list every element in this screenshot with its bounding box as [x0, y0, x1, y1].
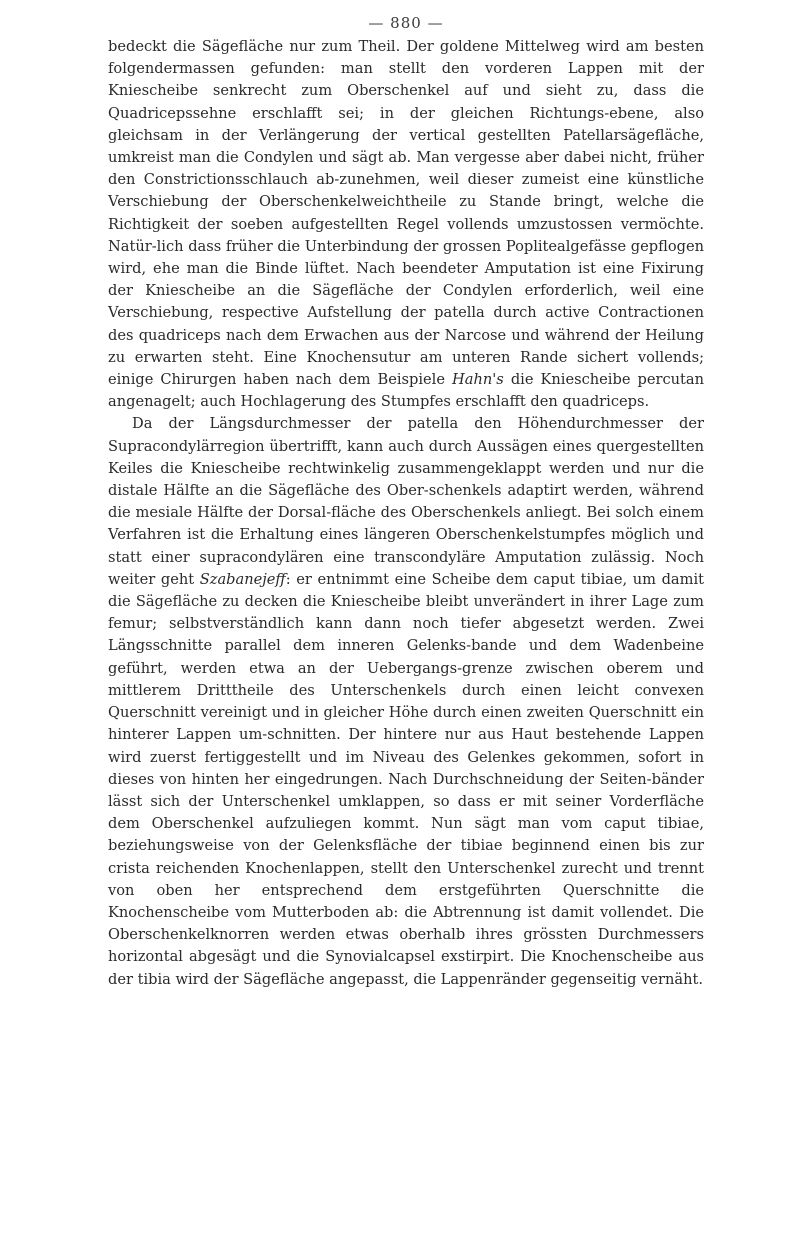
author-name-hahn: Hahn's: [452, 371, 504, 389]
paragraph-2-text-b: : er entnimmt eine Scheibe dem caput tibiae, um damit die Sägefläche zu decken die Kniescheibe bleibt unverändert in ihrer Lage zum femur; selbstverständlich kann dann noch tiefer abgesetzt werden. Zwei Längsschnitte parallel dem inneren Gelenks-bande und dem Wadenbeine geführt, werden etwa an der Uebergangs-grenze zwischen oberem und mittlerem Dritttheile des Unterschenkels durch einen leicht convexen Querschnitt vereinigt und in gleicher Höhe durch einen zweiten Querschnitt ein hinterer Lappen um-schnitten. Der hintere nur aus Haut bestehende Lappen wird zuerst fertiggestellt und im Niveau des Gelenkes gekommen, sofort in dieses von hinten her eingedrungen. Nach Durchschneidung der Seiten-bänder lässt sich der Unterschenkel umklappen, so dass er mit seiner Vorderfläche dem Oberschenkel aufzuliegen kommt. Nun sägt man vom caput tibiae, beziehungsweise von der Gelenksfläche der tibiae beginnend einen bis zur crista reichenden Knochenlappen, stellt den Unterschenkel zurecht und trennt von oben her entsprechend dem erstgeführten Querschnitte die Knochenscheibe vom Mutterboden ab: die Abtrennung ist damit vollendet. Die Oberschenkelknorren werden etwas oberhalb ihres grössten Durchmessers horizontal abgesägt und die Synovialcapsel exstirpirt. Die Knochenscheibe aus der tibia wird der Sägefläche angepasst, die Lappenränder gegenseitig vernäht.: [108, 570, 704, 988]
paragraph-1-text-a: bedeckt die Sägefläche nur zum Theil. Der goldene Mittelweg wird am besten folgendermassen gefunden: man stellt den vorderen Lappen mit der Kniescheibe senkrecht zum Oberschenkel auf und sieht zu, dass die Quadricepssehne erschlafft sei; in der gleichen Richtungs-ebene, also gleichsam in der Verlängerung der vertical gestellten Patellarsägefläche, umkreist man die Condylen und sägt ab. Man vergesse aber dabei nicht, früher den Constrictionsschlauch ab-zunehmen, weil dieser zumeist eine künstliche Verschiebung der Oberschenkelweichtheile zu Stande bringt, welche die Richtigkeit der soeben aufgestellten Regel vollends umzustossen vermöchte. Natür-lich dass früher die Unterbindung der grossen Poplitealgefässe gepflogen wird, ehe man die Binde lüftet. Nach beendeter Amputation ist eine Fixirung der Kniescheibe an die Sägefläche der Condylen erforderlich, weil eine Verschiebung, respective Aufstellung der patella durch active Contractionen des quadriceps nach dem Erwachen aus der Narcose und während der Heilung zu erwarten steht. Eine Knochensutur am unteren Rande sichert vollends; einige Chirurgen haben nach dem Beispiele: [108, 38, 704, 389]
paragraph-1: [108, 36, 704, 413]
document-page: [108, 10, 704, 991]
paragraph-2-text-a: Da der Längsdurchmesser der patella den Höhendurchmesser der Supracondylärregion übertrifft, kann auch durch Aussägen eines quergestellten Keiles die Kniescheibe rechtwinkelig zusammengeklappt werden und nur die distale Hälfte an die Sägefläche des Ober-schenkels adaptirt werden, während die mesiale Hälfte der Dorsal-fläche des Oberschenkels anliegt. Bei solch einem Verfahren ist die Erhaltung eines längeren Oberschenkelstumpfes möglich und statt einer supracondylären eine transcondyläre Amputation zulässig. Noch weiter geht: [108, 415, 704, 588]
author-name-szabanejeff: Szabanejeff: [199, 570, 286, 588]
page-number: — 880 —: [368, 14, 444, 32]
paragraph-2: [108, 413, 704, 990]
paragraph-1-text-b: die Kniescheibe percutan angenagelt; auch Hochlagerung des Stumpfes erschlafft den quadriceps.: [108, 371, 704, 411]
